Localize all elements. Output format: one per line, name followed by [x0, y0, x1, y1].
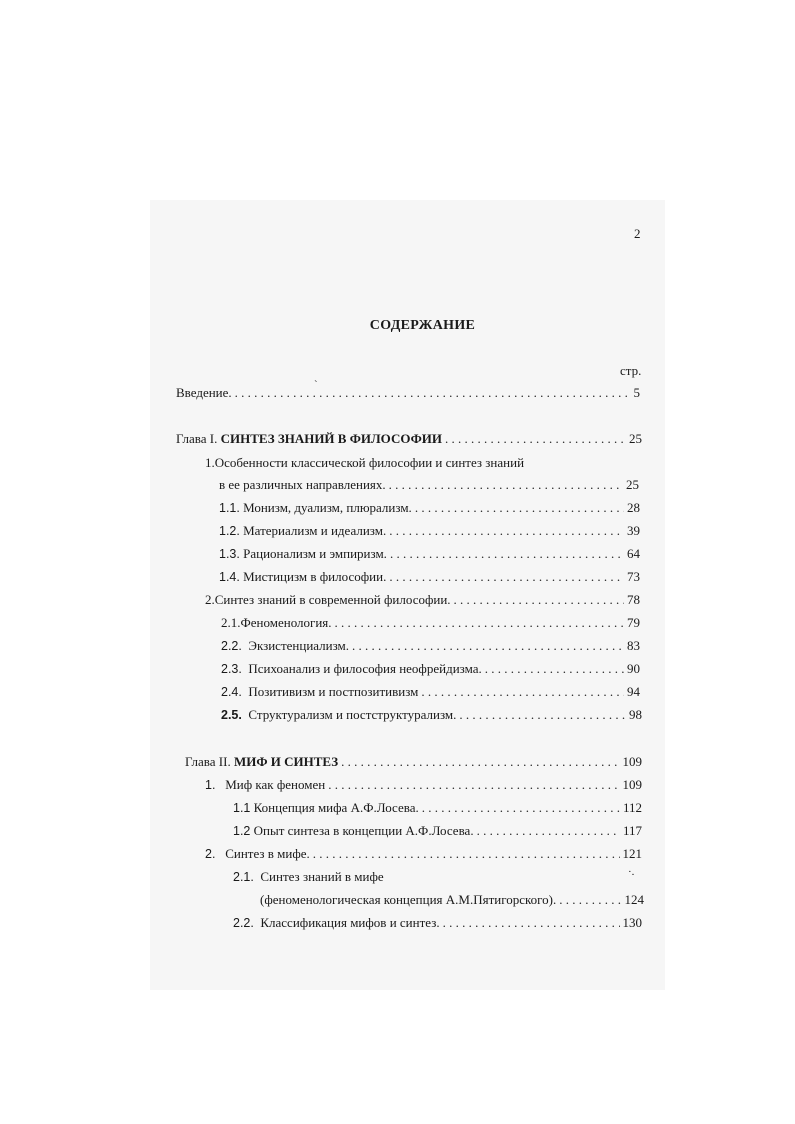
- toc-subsection-2-4[interactable]: 2.4. Позитивизм и постпозитивизм . . . 94: [221, 684, 640, 702]
- entry-page: 90: [627, 661, 640, 676]
- leader-dots: [328, 777, 619, 793]
- entry-page: 121: [622, 846, 642, 861]
- leader-dots: [389, 523, 624, 539]
- toc-chapter-2[interactable]: [185, 754, 642, 772]
- leader-dots: [352, 638, 624, 654]
- entry-page: 64: [627, 546, 640, 561]
- toc-ch2-subsection-2-1-line2[interactable]: (феноменологическая концепция А.М.Пятигорского). . . . 124: [260, 892, 644, 910]
- leader-dots: [341, 754, 619, 770]
- toc-subsection-2-3[interactable]: 2.3. Психоанализ и философия неофрейдизма. . . . 90: [221, 661, 640, 679]
- leader-dots: [485, 661, 624, 677]
- leader-dots: [443, 915, 620, 931]
- entry-page: 73: [627, 569, 640, 584]
- chapter-title: СИНТЕЗ ЗНАНИЙ В ФИЛОСОФИИ: [220, 431, 442, 446]
- scan-speck: ˋ: [314, 379, 318, 391]
- entry-page: 79: [627, 615, 640, 630]
- leader-dots: [559, 892, 621, 908]
- toc-ch2-subsection-2-2[interactable]: 2.2. Классификация мифов и синтез. . . . 130: [233, 915, 642, 933]
- chapter-prefix: Глава II.: [185, 754, 234, 769]
- leader-dots: [335, 615, 624, 631]
- entry-page: 124: [624, 892, 644, 907]
- toc-ch2-subsection-1-1[interactable]: 1.1 Концепция мифа А.Ф.Лосева. . . . 112: [233, 800, 642, 818]
- leader-dots: [235, 385, 631, 401]
- entry-page: 83: [627, 638, 640, 653]
- chapter-prefix: Глава I.: [176, 431, 221, 446]
- entry-page: 25: [626, 477, 639, 492]
- entry-page: 117: [622, 823, 642, 838]
- entry-page: 94: [627, 684, 640, 699]
- leader-dots: [389, 569, 624, 585]
- entry-page: 78: [627, 592, 640, 607]
- page-title: СОДЕРЖАНИЕ: [369, 318, 476, 333]
- toc-subsection-1-4[interactable]: 1.4. Мистицизм в философии. . . . 73: [219, 569, 640, 587]
- toc-section-1-line2[interactable]: в ее различных направлениях. . . . 25: [219, 477, 639, 495]
- leader-dots: [422, 800, 620, 816]
- leader-dots: [445, 431, 626, 447]
- leader-dots: [389, 477, 623, 493]
- chapter-title: МИФ И СИНТЕЗ: [233, 754, 339, 769]
- leader-dots: [313, 846, 620, 862]
- toc-subsection-2-2[interactable]: 2.2. Экзистенциализм. . . . 83: [221, 638, 640, 656]
- entry-page: 39: [627, 523, 640, 538]
- leader-dots: [459, 707, 626, 723]
- entry-page: 109: [622, 777, 642, 792]
- entry-page: 25: [629, 431, 642, 446]
- toc-subsection-2-5[interactable]: 2.5. Структурализм и постструктурализм. . . . 98: [221, 707, 642, 725]
- entry-page: 109: [622, 754, 642, 769]
- toc-ch2-section-2[interactable]: 2. Синтез в мифе. . . . 121: [205, 846, 642, 864]
- leader-dots: [454, 592, 624, 608]
- leader-dots: [390, 546, 624, 562]
- leader-dots: [415, 500, 624, 516]
- pages-column-label: стр.: [620, 363, 642, 378]
- toc-ch2-subsection-2-1-line1[interactable]: 2.1. Синтез знаний в мифе: [233, 869, 384, 884]
- toc-chapter-1[interactable]: [176, 431, 642, 449]
- toc-entry-intro[interactable]: Введение. . . . 5: [176, 385, 640, 403]
- toc-section-1-line1[interactable]: 1.Особенности классической философии и синтез знаний: [205, 455, 525, 470]
- toc-subsection-1-1[interactable]: 1.1. Монизм, дуализм, плюрализм. . . . 28: [219, 500, 640, 518]
- toc-subsection-1-3[interactable]: 1.3. Рационализм и эмпиризм. . . . 64: [219, 546, 640, 564]
- entry-page: 28: [627, 500, 640, 515]
- leader-dots: [421, 684, 624, 700]
- toc-ch2-subsection-1-2[interactable]: 1.2 Опыт синтеза в концепции А.Ф.Лосева. . . . 117: [233, 823, 642, 841]
- leader-dots: [477, 823, 620, 839]
- toc-subsection-2-1[interactable]: 2.1.Феноменология. . . . 79: [221, 615, 640, 633]
- toc-subsection-1-2[interactable]: 1.2. Материализм и идеализм. . . . 39: [219, 523, 640, 541]
- entry-page: 112: [622, 800, 642, 815]
- toc-section-2[interactable]: 2.Синтез знаний в современной философии. . . . 78: [205, 592, 640, 610]
- scan-speck: ·.: [628, 866, 635, 878]
- entry-page: 130: [622, 915, 642, 930]
- toc-ch2-section-1[interactable]: 1. Миф как феномен . . . 109: [205, 777, 642, 795]
- page-number: 2: [634, 226, 641, 241]
- entry-page: 5: [633, 385, 640, 400]
- entry-page: 98: [629, 707, 642, 722]
